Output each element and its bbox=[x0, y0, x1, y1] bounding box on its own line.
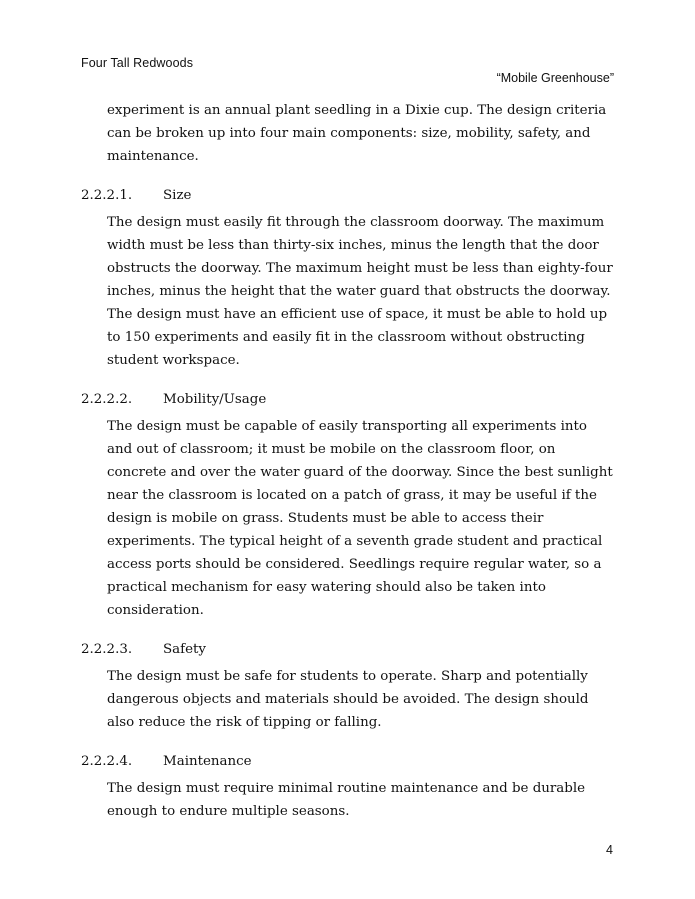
header-left: Four Tall Redwoods bbox=[81, 56, 194, 70]
intro-paragraph: experiment is an annual plant seedling in a Dixie cup. The design criteria can be broken up into four main components: size, mobility, safety, and maintenance. bbox=[107, 103, 607, 164]
section-safety bbox=[81, 638, 616, 734]
section-heading bbox=[81, 750, 616, 773]
section-number: 2.2.2.2. bbox=[81, 392, 133, 407]
section-title: Size bbox=[163, 188, 192, 203]
section-number: 2.2.2.3. bbox=[81, 642, 133, 657]
section-title: Mobility/Usage bbox=[163, 392, 267, 407]
section-paragraph: The design must easily fit through the classroom doorway. The maximum width must be less than thirty-six inches, minus the length that the door obstructs the doorway. The maximum height must be less than eighty-four inches, minus the height that the water guard that obstructs the doorway. The design must have an efficient use of space, it must be able to hold up to 150 experiments and easily fit in the classroom without obstructing student workspace. bbox=[107, 215, 613, 368]
section-heading bbox=[81, 638, 616, 661]
section-title: Maintenance bbox=[163, 754, 252, 769]
header-right: “Mobile Greenhouse” bbox=[496, 71, 614, 85]
section-heading bbox=[81, 184, 616, 207]
section-paragraph: The design must require minimal routine maintenance and be durable enough to endure multiple seasons. bbox=[107, 781, 586, 819]
section-paragraph: The design must be safe for students to operate. Sharp and potentially dangerous objects and materials should be avoided. The design should also reduce the risk of tipping or falling. bbox=[107, 669, 589, 730]
section-title: Safety bbox=[163, 642, 206, 657]
section-number: 2.2.2.1. bbox=[81, 188, 133, 203]
section-mobility bbox=[81, 388, 616, 622]
section-size bbox=[81, 184, 616, 372]
section-paragraph: The design must be capable of easily transporting all experiments into and out of classroom; it must be mobile on the classroom floor, on concrete and over the water guard of the doorway. Since the best sunlight near the classroom is located on a patch of grass, it may be useful if the design is mobile on grass. Students must be able to access their experiments. The typical height of a seventh grade student and practical access ports should be considered. Seedlings require regular water, so a practical mechanism for easy watering should also be taken into consideration. bbox=[107, 419, 613, 618]
section-heading bbox=[81, 388, 616, 411]
page-number: 4 bbox=[606, 843, 613, 857]
section-maintenance bbox=[81, 750, 616, 823]
section-number: 2.2.2.4. bbox=[81, 754, 133, 769]
document-body bbox=[81, 99, 616, 823]
